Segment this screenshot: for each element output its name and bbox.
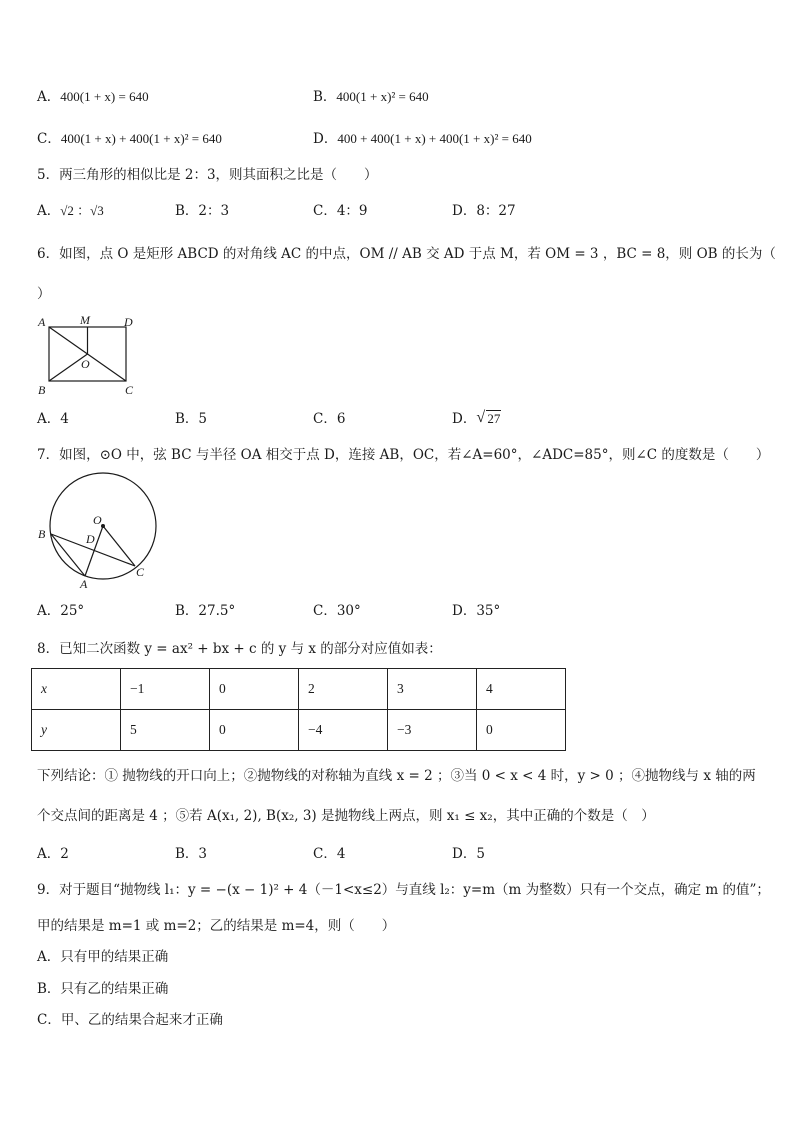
table-row-x [32, 669, 566, 710]
label-c: C [125, 383, 134, 397]
q9-stem-line1: 9．对于题目“抛物线 l₁：y = −(x − 1)² + 4（－1<x≤2）与直线 l₂：y=m（m 为整数）只有一个交点，确定 m 的值”； [37, 882, 770, 898]
q7-option-d: D．35° [452, 603, 501, 619]
q4-option-b: B．400(1 + x)² = 640 [313, 89, 429, 105]
q6-option-d: D． √ 27 [452, 409, 501, 427]
q7-stem: 7．如图，⊙O 中，弦 BC 与半径 OA 相交于点 D，连接 AB，OC，若∠A=60°，∠ADC=85°，则∠C 的度数是（ ） [37, 447, 770, 463]
q7-option-b: B．27.5° [175, 603, 236, 619]
table-cell: 5 [121, 710, 210, 751]
table-cell: −4 [299, 710, 388, 751]
q4-option-c-expr: 400(1 + x) + 400(1 + x)² = 640 [60, 131, 222, 146]
table-cell: 3 [388, 669, 477, 710]
q8-option-d: D．5 [452, 846, 485, 862]
q6-stem-line1: 6．如图，点 O 是矩形 ABCD 的对角线 AC 的中点，OM // AB 交 AD 于点 M，若 OM = 3 ，BC = 8，则 OB 的长为（ [37, 246, 776, 262]
label-b: B [38, 383, 46, 397]
q7-option-a: A．25° [37, 603, 85, 619]
q5-option-b: B．2：3 [175, 203, 230, 219]
table-cell: 0 [477, 710, 566, 751]
q4-option-d: D．400 + 400(1 + x) + 400(1 + x)² = 640 [313, 131, 532, 147]
table-cell: −1 [121, 669, 210, 710]
q8-value-table [31, 668, 566, 751]
q6-option-b: B．5 [175, 411, 208, 427]
label-d: D [86, 532, 95, 546]
q6-stem-line2: ） [37, 286, 51, 302]
q5-option-c: C．4：9 [313, 203, 368, 219]
table-cell: y [32, 710, 121, 751]
q4-option-b-expr: 400(1 + x)² = 640 [336, 89, 429, 104]
label-a: A [38, 315, 46, 329]
q4-option-a: A．400(1 + x) = 640 [37, 89, 149, 105]
q4-option-a-expr: 400(1 + x) = 640 [60, 89, 149, 104]
q5-option-d: D．8：27 [452, 203, 516, 219]
table-cell: −3 [388, 710, 477, 751]
q8-conclusion-line1: 下列结论：① 抛物线的开口向上；②抛物线的对称轴为直线 x = 2 ；③当 0 < x < 4 时，y > 0 ；④抛物线与 x 轴的两 [37, 768, 756, 784]
table-row-y [32, 710, 566, 751]
q6-option-a: A．4 [37, 411, 69, 427]
q8-conclusion-line2: 个交点间的距离是 4 ；⑤若 A(x₁, 2), B(x₂, 3) 是抛物线上两点，则 x₁ ≤ x₂，其中正确的个数是（ ） [37, 808, 655, 824]
q7-option-c: C．30° [313, 603, 361, 619]
table-cell: 2 [299, 669, 388, 710]
q8-option-c: C．4 [313, 846, 346, 862]
label-b: B [38, 527, 46, 541]
label-o: O [93, 513, 102, 527]
table-cell: x [32, 669, 121, 710]
q6-rectangle-figure [30, 310, 150, 400]
q5-option-a-expr: √2 ：√3 [60, 203, 104, 218]
q9-stem-line2: 甲的结果是 m=1 或 m=2；乙的结果是 m=4，则（ ） [37, 918, 396, 934]
sqrt-27: √ 27 [476, 409, 501, 426]
q5-option-a: A．√2 ：√3 [37, 203, 104, 219]
label-m: M [80, 313, 90, 327]
q4-option-c: C．400(1 + x) + 400(1 + x)² = 640 [37, 131, 222, 147]
q6-option-c: C．6 [313, 411, 346, 427]
q5-stem: 5．两三角形的相似比是 2：3，则其面积之比是（ ） [37, 167, 378, 183]
q8-stem: 8．已知二次函数 y = ax² + bx + c 的 y 与 x 的部分对应值如表： [37, 641, 442, 657]
q9-option-a: A．只有甲的结果正确 [37, 949, 169, 965]
table-cell: 0 [210, 669, 299, 710]
label-c: C [136, 565, 145, 579]
q4-option-d-expr: 400 + 400(1 + x) + 400(1 + x)² = 640 [337, 131, 532, 146]
q8-option-a: A．2 [37, 846, 69, 862]
q9-option-c: C．甲、乙的结果合起来才正确 [37, 1012, 223, 1028]
label-d: D [124, 315, 133, 329]
table-cell: 0 [210, 710, 299, 751]
label-o: O [81, 357, 90, 371]
q9-option-b: B．只有乙的结果正确 [37, 981, 169, 997]
q7-circle-figure [30, 468, 165, 593]
label-a: A [80, 577, 88, 591]
q8-option-b: B．3 [175, 846, 208, 862]
table-cell: 4 [477, 669, 566, 710]
